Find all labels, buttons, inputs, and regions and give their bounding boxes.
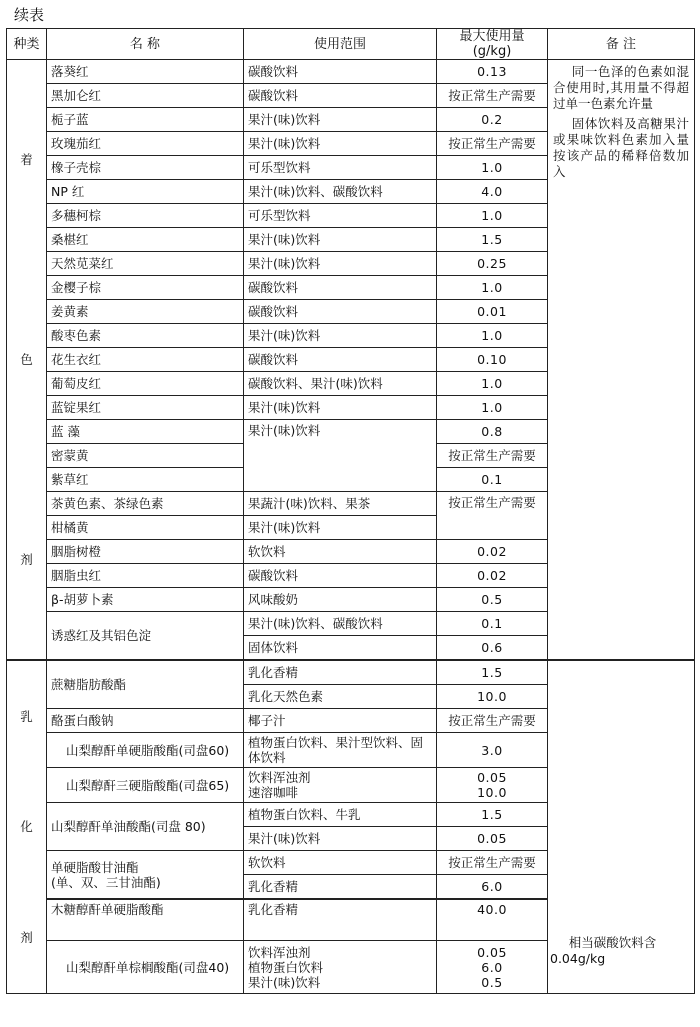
cell-max: 0.5 bbox=[437, 588, 548, 612]
table-caption: 续表 bbox=[14, 6, 45, 24]
cell-max bbox=[437, 941, 548, 994]
category-char: 剂 bbox=[20, 930, 33, 946]
header-max: 最大使用量(g/kg) bbox=[437, 29, 548, 60]
category-char: 着 bbox=[20, 152, 33, 168]
cell-max: 4.0 bbox=[437, 180, 548, 204]
cell-name: 天然苋菜红 bbox=[47, 252, 244, 276]
cell-max: 10.0 bbox=[437, 685, 548, 709]
cell-scope: 固体饮料 bbox=[244, 636, 437, 661]
cell-scope: 果汁(味)饮料、碳酸饮料 bbox=[244, 612, 437, 636]
cell-scope: 果蔬汁(味)饮料、果茶 bbox=[244, 492, 437, 516]
cell-max: 0.1 bbox=[437, 468, 548, 492]
max-line: 0.5 bbox=[481, 974, 503, 990]
max-line: 0.05 bbox=[477, 944, 507, 960]
cell-name: 玫瑰茄红 bbox=[47, 132, 244, 156]
cell-max: 0.1 bbox=[437, 612, 548, 636]
cell-scope bbox=[244, 768, 437, 803]
cell-scope: 乳化香精 bbox=[244, 899, 437, 941]
additive-table bbox=[6, 28, 695, 994]
cell-max: 1.0 bbox=[437, 372, 548, 396]
cell-name: 酸枣色素 bbox=[47, 324, 244, 348]
header-name: 名 称 bbox=[47, 29, 244, 60]
note-xylitol: 相当碳酸饮料含0.04g/kg bbox=[550, 935, 688, 967]
cell-scope: 果汁(味)饮料 bbox=[244, 420, 437, 492]
cell-name: 桑椹红 bbox=[47, 228, 244, 252]
cell-name: β-胡萝卜素 bbox=[47, 588, 244, 612]
cell-scope: 乳化天然色素 bbox=[244, 685, 437, 709]
cell-scope: 碳酸饮料 bbox=[244, 276, 437, 300]
cell-max: 1.0 bbox=[437, 156, 548, 180]
cell-name: 诱惑红及其铝色淀 bbox=[47, 612, 244, 661]
scope-line: 饮料浑浊剂 bbox=[248, 944, 311, 960]
cell-scope: 果汁(味)饮料 bbox=[244, 324, 437, 348]
cell-name: NP 红 bbox=[47, 180, 244, 204]
category-char: 色 bbox=[20, 351, 33, 367]
cell-scope: 乳化香精 bbox=[244, 660, 437, 685]
cell-name: 酪蛋白酸钠 bbox=[47, 709, 244, 733]
cell-scope: 碳酸饮料 bbox=[244, 84, 437, 108]
scope-line: 饮料浑浊剂 bbox=[248, 770, 311, 785]
cell-max: 1.0 bbox=[437, 276, 548, 300]
cell-name: 橡子壳棕 bbox=[47, 156, 244, 180]
note-colorant bbox=[548, 60, 695, 661]
cell-scope: 果汁(味)饮料 bbox=[244, 396, 437, 420]
category-char: 剂 bbox=[20, 551, 33, 567]
cell-scope bbox=[244, 941, 437, 994]
name-line: 单硬脂酸甘油酯 bbox=[51, 859, 139, 875]
cell-scope: 碳酸饮料 bbox=[244, 300, 437, 324]
cell-name: 山梨醇酐单硬脂酸酯(司盘60) bbox=[47, 733, 244, 768]
note-paragraph: 固体饮料及高糖果汁或果味饮料色素加入量按该产品的稀释倍数加入 bbox=[553, 116, 689, 179]
cell-max: 0.02 bbox=[437, 564, 548, 588]
header-kind: 种类 bbox=[7, 29, 47, 60]
cell-max: 40.0 bbox=[437, 899, 548, 941]
cell-max: 1.0 bbox=[437, 396, 548, 420]
cell-max: 1.5 bbox=[437, 660, 548, 685]
cell-max: 6.0 bbox=[437, 875, 548, 900]
cell-scope: 软饮料 bbox=[244, 540, 437, 564]
cell-scope: 果汁(味)饮料 bbox=[244, 108, 437, 132]
cell-max: 1.0 bbox=[437, 324, 548, 348]
cell-scope: 风味酸奶 bbox=[244, 588, 437, 612]
header-scope: 使用范围 bbox=[244, 29, 437, 60]
cell-max: 3.0 bbox=[437, 733, 548, 768]
table-row bbox=[7, 60, 695, 84]
category-char: 化 bbox=[20, 819, 33, 835]
cell-scope: 植物蛋白饮料、果汁型饮料、固体饮料 bbox=[244, 733, 437, 768]
cell-scope: 果汁(味)饮料 bbox=[244, 516, 437, 540]
cell-max: 1.5 bbox=[437, 803, 548, 827]
cell-scope: 椰子汁 bbox=[244, 709, 437, 733]
cell-max bbox=[437, 768, 548, 803]
category-colorant bbox=[7, 60, 47, 661]
scope-line: 速溶咖啡 bbox=[248, 785, 299, 800]
cell-name: 茶黄色素、茶绿色素 bbox=[47, 492, 244, 516]
scope-line: 果汁(味)饮料 bbox=[248, 974, 321, 990]
cell-scope: 碳酸饮料、果汁(味)饮料 bbox=[244, 372, 437, 396]
category-char: 乳 bbox=[20, 708, 33, 724]
cell-max: 0.05 bbox=[437, 827, 548, 851]
cell-name: 木糖醇酐单硬脂酸酯 bbox=[47, 899, 244, 941]
cell-max: 按正常生产需要 bbox=[437, 84, 548, 108]
cell-name: 栀子蓝 bbox=[47, 108, 244, 132]
cell-name: 蓝 藻 bbox=[47, 420, 244, 444]
cell-scope: 植物蛋白饮料、牛乳 bbox=[244, 803, 437, 827]
cell-name: 黑加仑红 bbox=[47, 84, 244, 108]
cell-name: 姜黄素 bbox=[47, 300, 244, 324]
cell-max: 按正常生产需要 bbox=[437, 132, 548, 156]
cell-max: 1.5 bbox=[437, 228, 548, 252]
cell-scope: 果汁(味)饮料 bbox=[244, 132, 437, 156]
cell-name: 紫草红 bbox=[47, 468, 244, 492]
cell-name bbox=[47, 851, 244, 900]
cell-max: 按正常生产需要 bbox=[437, 851, 548, 875]
cell-name: 多穗柯棕 bbox=[47, 204, 244, 228]
header-note: 备 注 bbox=[548, 29, 695, 60]
table-row bbox=[7, 660, 695, 685]
cell-name: 花生衣红 bbox=[47, 348, 244, 372]
scope-line: 植物蛋白饮料 bbox=[248, 959, 324, 975]
max-line: 10.0 bbox=[477, 785, 507, 800]
cell-scope: 碳酸饮料 bbox=[244, 564, 437, 588]
cell-name: 山梨醇酐单油酸酯(司盘 80) bbox=[47, 803, 244, 851]
cell-scope: 软饮料 bbox=[244, 851, 437, 875]
cell-max: 0.10 bbox=[437, 348, 548, 372]
name-line: (单、双、三甘油酯) bbox=[51, 874, 161, 890]
cell-scope: 碳酸饮料 bbox=[244, 60, 437, 84]
cell-scope: 果汁(味)饮料、碳酸饮料 bbox=[244, 180, 437, 204]
cell-name: 落葵红 bbox=[47, 60, 244, 84]
max-line: 0.05 bbox=[477, 770, 507, 785]
cell-name: 胭脂虫红 bbox=[47, 564, 244, 588]
cell-name: 蔗糖脂肪酸酯 bbox=[47, 660, 244, 709]
cell-max: 按正常生产需要 bbox=[437, 709, 548, 733]
cell-max: 按正常生产需要 bbox=[437, 444, 548, 468]
cell-name: 山梨醇酐三硬脂酸酯(司盘65) bbox=[47, 768, 244, 803]
note-paragraph: 同一色泽的色素如混合使用时,其用量不得超过单一色素允许量 bbox=[553, 64, 689, 111]
cell-max: 0.01 bbox=[437, 300, 548, 324]
cell-max: 0.13 bbox=[437, 60, 548, 84]
cell-max: 按正常生产需要 bbox=[437, 492, 548, 540]
cell-scope: 碳酸饮料 bbox=[244, 348, 437, 372]
header-row bbox=[7, 29, 695, 60]
max-line: 6.0 bbox=[481, 959, 503, 975]
cell-scope: 可乐型饮料 bbox=[244, 156, 437, 180]
cell-name: 胭脂树橙 bbox=[47, 540, 244, 564]
cell-max: 0.02 bbox=[437, 540, 548, 564]
cell-max: 0.8 bbox=[437, 420, 548, 444]
cell-max: 1.0 bbox=[437, 204, 548, 228]
cell-max: 0.25 bbox=[437, 252, 548, 276]
cell-scope: 可乐型饮料 bbox=[244, 204, 437, 228]
cell-name: 金樱子棕 bbox=[47, 276, 244, 300]
cell-scope: 果汁(味)饮料 bbox=[244, 252, 437, 276]
cell-name: 蓝锭果红 bbox=[47, 396, 244, 420]
cell-name: 密蒙黄 bbox=[47, 444, 244, 468]
cell-scope: 果汁(味)饮料 bbox=[244, 228, 437, 252]
cell-scope: 果汁(味)饮料 bbox=[244, 827, 437, 851]
cell-max: 0.2 bbox=[437, 108, 548, 132]
cell-name: 柑橘黄 bbox=[47, 516, 244, 540]
category-emulsifier bbox=[7, 660, 47, 994]
cell-name: 葡萄皮红 bbox=[47, 372, 244, 396]
cell-name: 山梨醇酐单棕榈酸酯(司盘40) bbox=[47, 941, 244, 994]
cell-scope: 乳化香精 bbox=[244, 875, 437, 900]
cell-max: 0.6 bbox=[437, 636, 548, 661]
